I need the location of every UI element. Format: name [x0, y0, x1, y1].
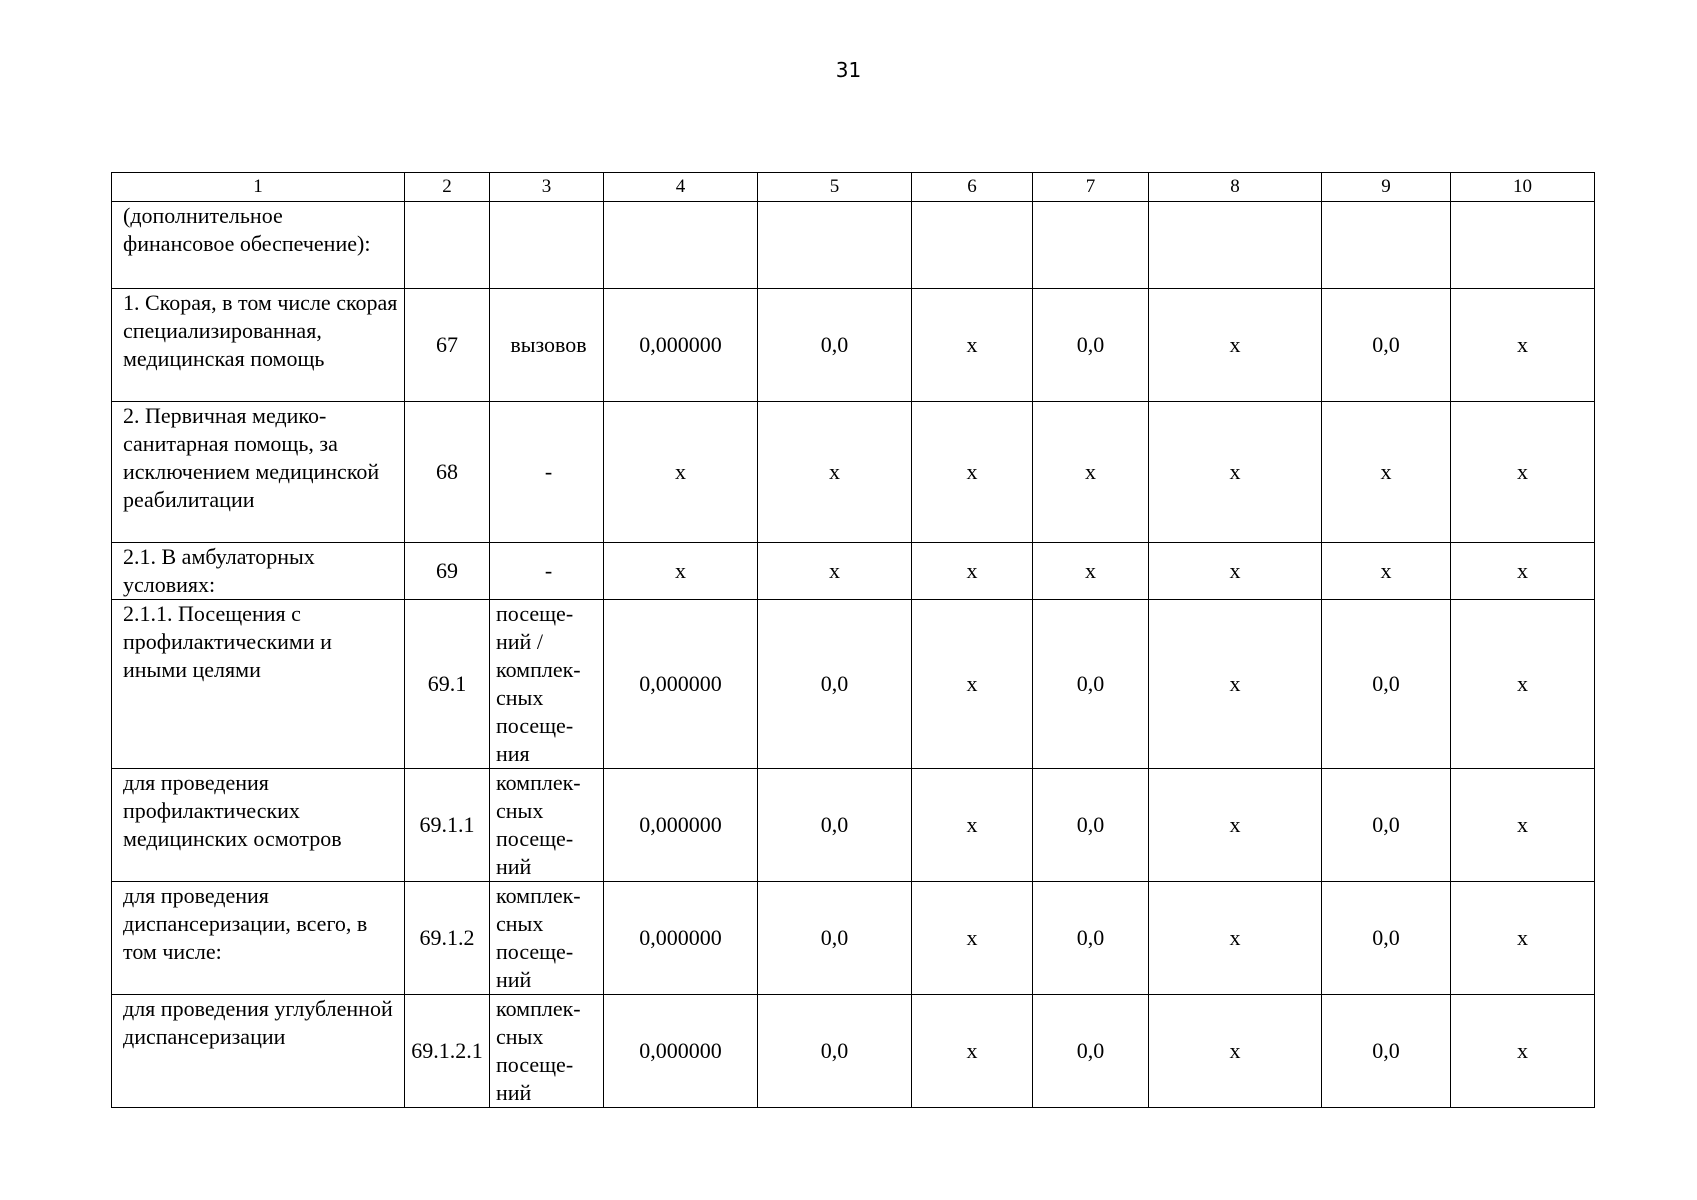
- row-value-cell-col-5: [758, 202, 912, 289]
- row-value-cell-col-8: х: [1149, 882, 1322, 995]
- row-value-cell-col-6: х: [912, 769, 1033, 882]
- row-value-cell-col-10: х: [1451, 600, 1595, 769]
- row-value-cell-col-4: 0,000000: [604, 289, 758, 402]
- header-cell-col-10: 10: [1451, 173, 1595, 202]
- header-cell-col-5: 5: [758, 173, 912, 202]
- row-unit-cell: -: [490, 402, 604, 543]
- header-cell-col-1: 1: [112, 173, 405, 202]
- row-value-cell-col-4: 0,000000: [604, 995, 758, 1108]
- row-name-cell: для проведения углубленной диспансеризации: [112, 995, 405, 1108]
- table-body: [112, 202, 1595, 1108]
- row-value-cell-col-6: х: [912, 289, 1033, 402]
- row-value-cell-col-6: х: [912, 543, 1033, 600]
- row-value-cell-col-6: х: [912, 995, 1033, 1108]
- row-name-cell: 2.1.1. Посещения с профилактическими и иными целями: [112, 600, 405, 769]
- row-value-cell-col-6: х: [912, 600, 1033, 769]
- table-row: [112, 995, 1595, 1108]
- row-value-cell-col-9: 0,0: [1322, 289, 1451, 402]
- table-row: [112, 882, 1595, 995]
- row-value-cell-col-6: [912, 202, 1033, 289]
- row-value-cell-col-7: 0,0: [1033, 995, 1149, 1108]
- row-value-cell-col-5: 0,0: [758, 289, 912, 402]
- row-code-cell: 69.1.2: [405, 882, 490, 995]
- row-value-cell-col-10: х: [1451, 995, 1595, 1108]
- row-code-cell: 69: [405, 543, 490, 600]
- row-value-cell-col-4: 0,000000: [604, 769, 758, 882]
- row-value-cell-col-6: х: [912, 882, 1033, 995]
- header-cell-col-8: 8: [1149, 173, 1322, 202]
- row-value-cell-col-10: х: [1451, 769, 1595, 882]
- table-row: [112, 202, 1595, 289]
- row-value-cell-col-10: х: [1451, 289, 1595, 402]
- row-name-cell: 2.1. В амбулаторных условиях:: [112, 543, 405, 600]
- row-value-cell-col-10: х: [1451, 402, 1595, 543]
- row-value-cell-col-7: 0,0: [1033, 769, 1149, 882]
- row-value-cell-col-10: х: [1451, 882, 1595, 995]
- header-cell-col-6: 6: [912, 173, 1033, 202]
- row-value-cell-col-4: х: [604, 402, 758, 543]
- row-value-cell-col-5: х: [758, 402, 912, 543]
- row-value-cell-col-9: 0,0: [1322, 600, 1451, 769]
- row-value-cell-col-8: х: [1149, 600, 1322, 769]
- row-name-cell: 2. Первичная медико-санитарная помощь, за исключением медицинской реабилитации: [112, 402, 405, 543]
- row-unit-cell: комплек-сных посеще-ний: [490, 995, 604, 1108]
- row-value-cell-col-8: х: [1149, 995, 1322, 1108]
- row-code-cell: 67: [405, 289, 490, 402]
- row-value-cell-col-5: 0,0: [758, 600, 912, 769]
- row-name-cell: (дополнительное финансовое обеспечение):: [112, 202, 405, 289]
- header-cell-col-4: 4: [604, 173, 758, 202]
- row-value-cell-col-5: 0,0: [758, 995, 912, 1108]
- row-value-cell-col-9: х: [1322, 402, 1451, 543]
- row-value-cell-col-9: 0,0: [1322, 882, 1451, 995]
- row-value-cell-col-10: [1451, 202, 1595, 289]
- row-value-cell-col-4: [604, 202, 758, 289]
- page-number: 31: [835, 58, 862, 82]
- row-code-cell: 69.1: [405, 600, 490, 769]
- row-unit-cell: -: [490, 543, 604, 600]
- data-table: [111, 172, 1595, 1108]
- row-unit-cell: посеще-ний / комплек-сных посеще-ния: [490, 600, 604, 769]
- row-unit-cell: [490, 202, 604, 289]
- row-value-cell-col-4: 0,000000: [604, 882, 758, 995]
- row-unit-cell: комплек-сных посеще-ний: [490, 882, 604, 995]
- table-header: [112, 173, 1595, 202]
- table-row: [112, 600, 1595, 769]
- row-code-cell: 69.1.1: [405, 769, 490, 882]
- row-value-cell-col-9: х: [1322, 543, 1451, 600]
- row-name-cell: для проведения профилактических медицинских осмотров: [112, 769, 405, 882]
- row-value-cell-col-8: х: [1149, 289, 1322, 402]
- table-row: [112, 289, 1595, 402]
- row-value-cell-col-8: х: [1149, 769, 1322, 882]
- row-value-cell-col-10: х: [1451, 543, 1595, 600]
- row-value-cell-col-9: 0,0: [1322, 769, 1451, 882]
- row-unit-cell: вызовов: [490, 289, 604, 402]
- row-unit-cell: комплек-сных посеще-ний: [490, 769, 604, 882]
- row-value-cell-col-9: 0,0: [1322, 995, 1451, 1108]
- row-value-cell-col-8: х: [1149, 543, 1322, 600]
- row-code-cell: 68: [405, 402, 490, 543]
- header-cell-col-2: 2: [405, 173, 490, 202]
- row-value-cell-col-7: х: [1033, 543, 1149, 600]
- row-value-cell-col-7: [1033, 202, 1149, 289]
- header-cell-col-9: 9: [1322, 173, 1451, 202]
- table-row: [112, 769, 1595, 882]
- row-value-cell-col-4: х: [604, 543, 758, 600]
- row-value-cell-col-8: х: [1149, 402, 1322, 543]
- row-value-cell-col-4: 0,000000: [604, 600, 758, 769]
- header-row: [112, 173, 1595, 202]
- header-cell-col-3: 3: [490, 173, 604, 202]
- row-value-cell-col-7: 0,0: [1033, 882, 1149, 995]
- row-name-cell: 1. Скорая, в том числе скорая специализированная, медицинская помощь: [112, 289, 405, 402]
- row-value-cell-col-5: 0,0: [758, 882, 912, 995]
- row-name-cell: для проведения диспансеризации, всего, в том числе:: [112, 882, 405, 995]
- row-value-cell-col-7: 0,0: [1033, 289, 1149, 402]
- row-code-cell: 69.1.2.1: [405, 995, 490, 1108]
- row-value-cell-col-5: 0,0: [758, 769, 912, 882]
- header-cell-col-7: 7: [1033, 173, 1149, 202]
- table-row: [112, 543, 1595, 600]
- row-value-cell-col-5: х: [758, 543, 912, 600]
- row-value-cell-col-7: х: [1033, 402, 1149, 543]
- row-value-cell-col-8: [1149, 202, 1322, 289]
- row-value-cell-col-6: х: [912, 402, 1033, 543]
- table-row: [112, 402, 1595, 543]
- row-value-cell-col-9: [1322, 202, 1451, 289]
- row-value-cell-col-7: 0,0: [1033, 600, 1149, 769]
- row-code-cell: [405, 202, 490, 289]
